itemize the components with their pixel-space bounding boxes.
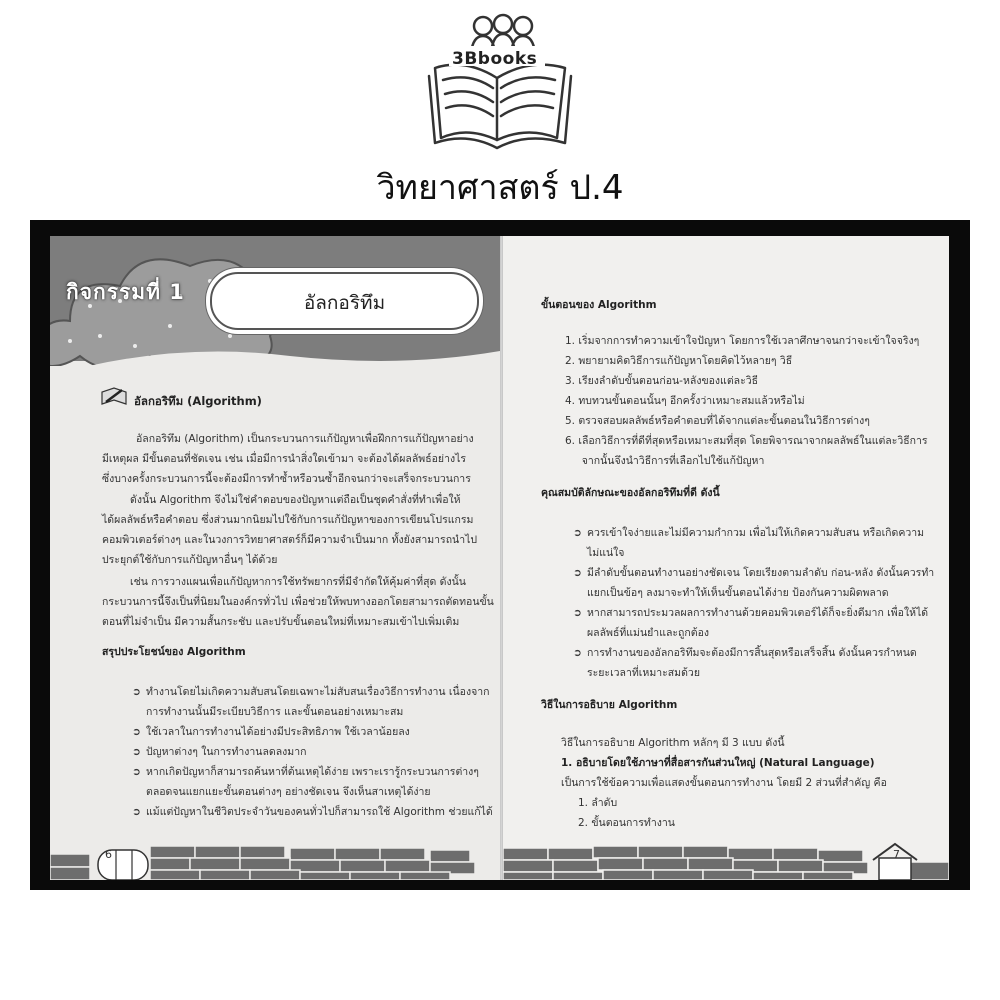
left-page [50,236,500,880]
benefit-1b: การทำงานนั้นมีระเบียบวิธีการ และขั้นตอนอย่างเหมาะสม [146,706,404,718]
para3-line3: ตอนที่ไม่จำเป็น มีความสั้นกระชับ และปรับขั้นตอนใหม่ที่เหมาะสมเข้าไปเพิ่มเติม [102,616,460,628]
bullet-arrow-icon: ➲ [573,567,582,579]
para1-line1: อัลกอริทึม (Algorithm) เป็นกระบวนการแก้ปัญหาเพื่อฝึกการแก้ปัญหาอย่าง [136,433,474,445]
para2-line2: ได้ผลลัพธ์หรือคำตอบ ซึ่งส่วนมากนิยมไปใช้กับการแก้ปัญหาของการเขียนโปรแกรม [102,514,474,526]
method1-desc: เป็นการใช้ข้อความเพื่อแสดงขั้นตอนการทำงาน โดยมี 2 ส่วนที่สำคัญ คือ [561,777,887,789]
step-2: 2. พยายามคิดวิธีการแก้ปัญหาโดยคิดไว้หลายๆ วิธี [565,355,793,367]
quality-1a: ➲ ควรเข้าใจง่ายและไม่มีความกำกวม เพื่อไม่ให้เกิดความสับสน หรือเกิดความ [573,524,924,544]
method1-part2: 2. ขั้นตอนการทำงาน [578,817,675,829]
para2-line3: คอมพิวเตอร์ต่างๆ และในวงการวิทยาศาสตร์ก็มีความจำเป็นมาก ทั้งยังสามารถนำไป [102,534,478,546]
steps-heading: ขั้นตอนของ Algorithm [541,299,657,311]
para3-line2: กระบวนการนี้จึงเป็นที่นิยมในองค์กรทั่วไป เพื่อช่วยให้พบทางออกโดยสามารถตัดทอนขั้น [102,596,494,608]
quality-2a: ➲ มีลำดับขั้นตอนทำงานอย่างชัดเจน โดยเรียงตามลำดับ ก่อน-หลัง ดังนั้นควรทำ [573,564,934,584]
methods-heading: วิธีในการอธิบาย Algorithm [541,699,678,711]
brick-border [503,842,949,880]
benefit-5: ➲ แม้แต่ปัญหาในชีวิตประจำวันของคนทั่วไปก็สามารถใช้ Algorithm ช่วยแก้ได้ [132,803,493,823]
step-6a: 6. เลือกวิธีการที่ดีที่สุดหรือเหมาะสมที่สุด โดยพิจารณาจากผลลัพธ์ในแต่ละวิธีการ [565,435,928,447]
quality-1b: ไม่แน่ใจ [587,547,625,559]
bullet-arrow-icon: ➲ [573,527,582,539]
brand-logo-graphic [415,8,585,158]
product-title: วิทยาศาสตร์ ป.4 [376,168,624,208]
step-4: 4. ทบทวนขั้นตอนนั้นๆ อีกครั้งว่าเหมาะสมแล้วหรือไม่ [565,395,805,407]
bullet-arrow-icon: ➲ [132,746,141,758]
benefit-4b: ตลอดจนแยกแยะขั้นตอนต่างๆ อย่างชัดเจน จึงเห็นสาเหตุได้ง่าย [146,786,431,798]
benefit-1a: ➲ ทำงานโดยไม่เกิดความสับสนโดยเฉพาะไม่สับสนเรื่องวิธีการทำงาน เนื่องจาก [132,683,490,703]
brick-border [50,842,500,880]
quality-2b: แยกเป็นข้อๆ ลงมาจะทำให้เห็นขั้นตอนได้ง่าย ป้องกันความผิดพลาด [587,587,889,599]
para3-line1: เช่น การวางแผนเพื่อแก้ปัญหาการใช้ทรัพยากรที่มีจำกัดให้คุ้มค่าที่สุด ดังนั้น [130,576,466,588]
qualities-heading: คุณสมบัติลักษณะของอัลกอริทึมที่ดี ดังนี้ [541,487,720,499]
activity-label: กิจกรรมที่ 1 [66,280,185,304]
page-number: 7 [893,848,900,861]
bullet-arrow-icon: ➲ [132,806,141,818]
benefit-2: ➲ ใช้เวลาในการทำงานได้อย่างมีประสิทธิภาพ ใช้เวลาน้อยลง [132,723,410,743]
benefit-4a: ➲ หากเกิดปัญหาก็สามารถค้นหาที่ต้นเหตุได้ง่าย เพราะเรารู้กระบวนการต่างๆ [132,763,479,783]
quality-3b: ผลลัพธ์ที่แม่นยำและถูกต้อง [587,627,709,639]
activity-title: อัลกอริทึม [303,292,386,314]
step-5: 5. ตรวจสอบผลลัพธ์หรือคำตอบที่ได้จากแต่ละขั้นตอนในวิธีการต่างๆ [565,415,870,427]
para2-line4: ประยุกต์ใช้กับการแก้ปัญหาอื่นๆ ได้ด้วย [102,554,278,566]
bullet-arrow-icon: ➲ [573,607,582,619]
para1-line2: มีเหตุผล มีขั้นตอนที่ชัดเจน เช่น เมื่อมีการนำสิ่งใดเข้ามา จะต้องได้ผลลัพธ์อย่างไร [102,453,467,465]
section-heading: อัลกอริทึม (Algorithm) [134,394,262,408]
quality-4a: ➲ การทำงานของอัลกอริทึมจะต้องมีการสิ้นสุดหรือเสร็จสิ้น ดังนั้นควรกำหนด [573,644,917,664]
bullet-arrow-icon: ➲ [132,726,141,738]
bullet-arrow-icon: ➲ [132,686,141,698]
right-page [503,236,949,880]
method1-part1: 1. ลำดับ [578,797,618,809]
benefits-heading: สรุปประโยชน์ของ Algorithm [102,646,246,658]
para1-line3: ซึ่งบางครั้งกระบวนการนี้จะต้องมีการทำซ้ำหรือวนซ้ำอีกจนกว่าจะเสร็จกระบวนการ [102,473,471,485]
page-number: 6 [105,848,112,861]
page-wave [50,346,500,386]
bullet-arrow-icon: ➲ [132,766,141,778]
pencil-book-icon [100,386,130,408]
quality-3a: ➲ หากสามารถประมวลผลการทำงานด้วยคอมพิวเตอร์ได้ก็จะยิ่งดีมาก เพื่อให้ได้ [573,604,928,624]
activity-title-box [210,272,479,330]
benefit-3: ➲ ปัญหาต่างๆ ในการทำงานลดลงมาก [132,743,306,763]
para2-line1: ดังนั้น Algorithm จึงไม่ใช่คำตอบของปัญหาแต่ถือเป็นชุดคำสั่งที่ทำเพื่อให้ [130,494,461,506]
step-6b: จากนั้นจึงนำวิธีการที่เลือกไปใช้แก้ปัญหา [565,455,765,467]
methods-intro: วิธีในการอธิบาย Algorithm หลักๆ มี 3 แบบ ดังนี้ [561,737,785,749]
quality-4b: ระยะเวลาที่เหมาะสมด้วย [587,667,700,679]
brand-logo-text: 3Bbooks [452,49,538,69]
step-1: 1. เริ่มจากการทำความเข้าใจปัญหา โดยการใช้เวลาศึกษาจนกว่าจะเข้าใจจริงๆ [565,335,920,347]
bullet-arrow-icon: ➲ [573,647,582,659]
method1-title: 1. อธิบายโดยใช้ภาษาที่สื่อสารกันส่วนใหญ่ (Natural Language) [561,757,875,769]
step-3: 3. เรียงลำดับขั้นตอนก่อน-หลังของแต่ละวิธี [565,375,759,387]
